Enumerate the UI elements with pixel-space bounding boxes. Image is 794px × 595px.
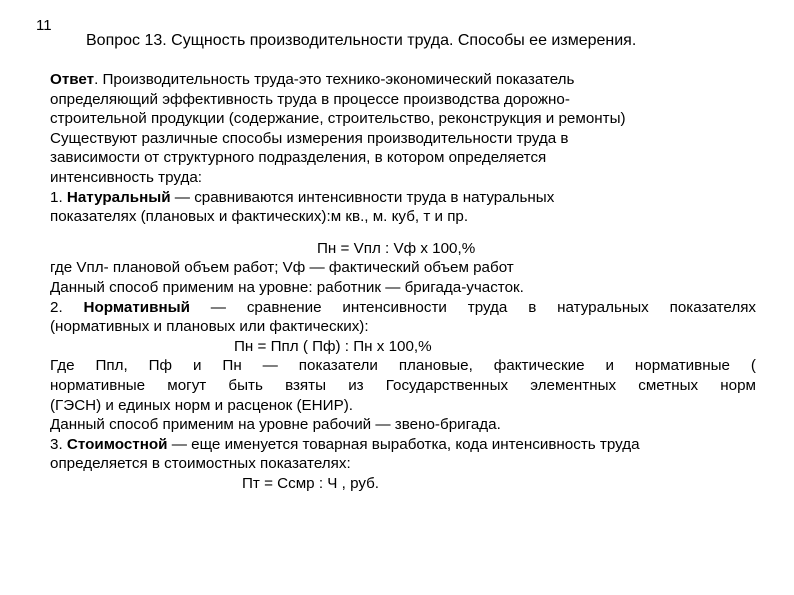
method-2-units: (нормативных и плановых или фактических): xyxy=(50,318,369,336)
question-title: Вопрос 13. Сущность производительности труда. Способы ее измерения. xyxy=(86,32,637,49)
method-2-legend-line-3: (ГЭСН) и единых норм и расценок (ЕНИР). xyxy=(50,396,353,414)
method-3-heading: 3. Стоимостной — еще именуется товарная выработка, кода интенсивность труда xyxy=(50,435,640,453)
method-2-legend-line-1: Где Ппл, Пф и Пн — показатели плановые, фактические и нормативные ( xyxy=(50,357,756,375)
method-2-formula: Пн = Ппл ( Пф) : Пн х 100,% xyxy=(234,337,432,355)
method-2-legend-line-2: нормативные могут быть взяты из Государственных элементных сметных норм xyxy=(50,376,756,394)
answer-intro-line-2: определяющий эффективность труда в процессе производства дорожно- xyxy=(50,90,570,108)
method-1-units: показателях (плановых и фактических):м кв., м. куб, т и пр. xyxy=(50,208,469,226)
answer-intro-line-1: Ответ. Производительность труда-это технико-экономический показатель xyxy=(50,71,575,88)
method-2-heading: 2. Нормативный — сравнение интенсивности труда в натуральных показателях xyxy=(50,298,757,316)
method-3-formula: Пт = Ссмр : Ч , руб. xyxy=(242,474,380,492)
method-2-name: Нормативный xyxy=(83,298,190,316)
method-1-name: Натуральный xyxy=(66,188,171,206)
method-3-name: Стоимостной xyxy=(66,435,168,453)
answer-intro-line-5: зависимости от структурного подразделения, в котором определяется xyxy=(50,149,547,167)
method-2-applicability: Данный способ применим на уровне рабочий — звено-бригада. xyxy=(50,416,501,434)
slide-number: 11 xyxy=(36,17,52,34)
answer-intro-line-6: интенсивность труда: xyxy=(50,168,203,186)
answer-intro-line-3: строительной продукции (содержание, строительство, реконструкция и ремонты) xyxy=(50,110,626,128)
answer-body xyxy=(50,70,756,493)
answer-intro-line-4: Существуют различные способы измерения производительности труда в xyxy=(50,129,569,147)
method-1-formula: Пн = Vпл : Vф х 100,% xyxy=(317,239,476,257)
method-1-legend: где Vпл- плановой объем работ; Vф — фактический объем работ xyxy=(50,259,514,277)
method-3-units: определяется в стоимостных показателях: xyxy=(50,455,351,473)
method-1-heading: 1. Натуральный — сравниваются интенсивности труда в натуральных xyxy=(50,188,555,206)
answer-label: Ответ xyxy=(50,71,95,88)
method-1-applicability: Данный способ применим на уровне: работник — бригада-участок. xyxy=(50,278,524,296)
